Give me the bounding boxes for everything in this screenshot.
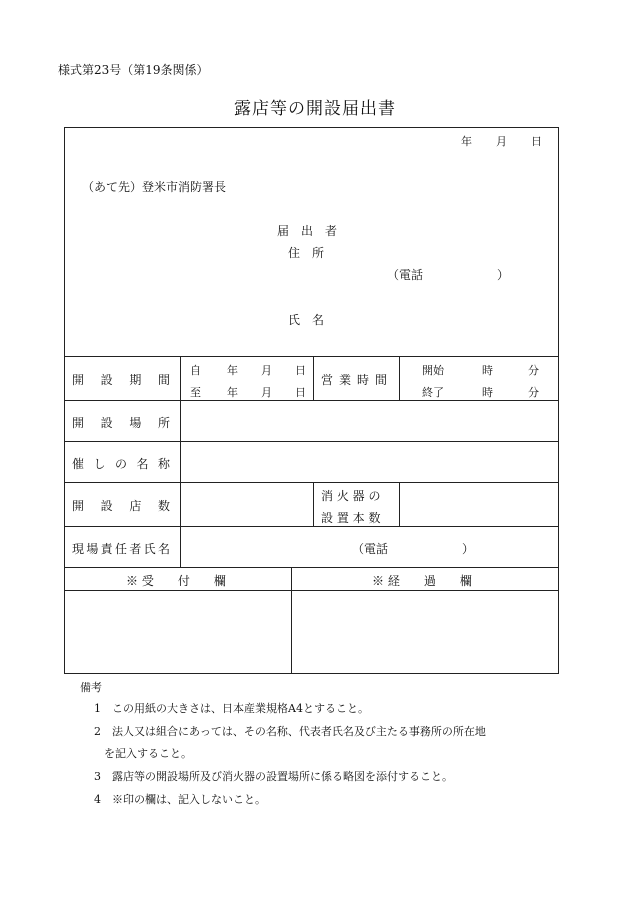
row-divider	[64, 590, 559, 591]
row-divider	[64, 400, 559, 401]
period-to-year: 年	[227, 386, 238, 399]
manager-label: 現場責任者氏名	[72, 542, 170, 556]
start-minute: 分	[528, 364, 539, 377]
period-to-month: 月	[261, 386, 272, 399]
column-divider	[313, 482, 314, 526]
date-year-label: 年	[461, 135, 472, 148]
address-label: 住 所	[288, 246, 325, 260]
phone-open: （電話	[387, 268, 424, 282]
period-from-month: 月	[261, 364, 272, 377]
note-item: 1 この用紙の大きさは、日本産業規格A4とすること。	[94, 702, 369, 715]
period-from-year: 年	[227, 364, 238, 377]
period-from-day: 日	[295, 364, 306, 377]
extinguisher-label-line2: 設 置 本 数	[321, 511, 381, 525]
form-number: 様式第23号（第19条関係）	[58, 63, 209, 77]
note-item-continued: を記入すること。	[104, 747, 192, 760]
document-title: 露店等の開設届出書	[234, 99, 396, 119]
period-from-label: 自	[190, 364, 201, 377]
period-label: 開設期間	[72, 373, 170, 387]
row-divider	[64, 482, 559, 483]
period-to-day: 日	[295, 386, 306, 399]
date-day-label: 日	[531, 135, 542, 148]
row-divider	[64, 567, 559, 568]
note-item: 4 ※印の欄は、記入しないこと。	[94, 793, 266, 806]
phone-close: ）	[497, 268, 510, 282]
column-divider	[291, 567, 292, 674]
column-divider	[180, 356, 181, 567]
end-hour: 時	[482, 386, 493, 399]
start-label: 開始	[422, 364, 444, 377]
period-to-label: 至	[190, 386, 201, 399]
event-name-label: 催しの名称	[72, 457, 170, 471]
hours-label: 営業時間	[321, 373, 387, 387]
row-divider	[64, 441, 559, 442]
notes-heading: 備考	[80, 681, 102, 694]
manager-phone-close: ）	[462, 542, 475, 556]
start-hour: 時	[482, 364, 493, 377]
name-label: 氏 名	[288, 313, 325, 327]
extinguisher-label-line1: 消 火 器 の	[321, 489, 381, 503]
column-divider	[399, 356, 400, 400]
reception-header: ※ 受 付 欄	[126, 574, 226, 588]
store-count-label: 開設店数	[72, 499, 170, 513]
addressee: （あて先）登米市消防署長	[82, 180, 227, 194]
date-month-label: 月	[496, 135, 507, 148]
end-label: 終了	[422, 386, 444, 399]
end-minute: 分	[528, 386, 539, 399]
manager-phone-open: （電話	[352, 542, 389, 556]
note-item: 2 法人又は組合にあっては、その名称、代表者氏名及び主たる事務所の所在地	[94, 725, 486, 738]
row-divider	[64, 526, 559, 527]
progress-header: ※ 経 過 欄	[372, 574, 472, 588]
location-label: 開設場所	[72, 416, 170, 430]
column-divider	[399, 482, 400, 526]
applicant-label: 届 出 者	[277, 224, 338, 238]
details-table	[64, 356, 559, 674]
note-item: 3 露店等の開設場所及び消火器の設置場所に係る略図を添付すること。	[94, 770, 453, 783]
column-divider	[313, 356, 314, 400]
